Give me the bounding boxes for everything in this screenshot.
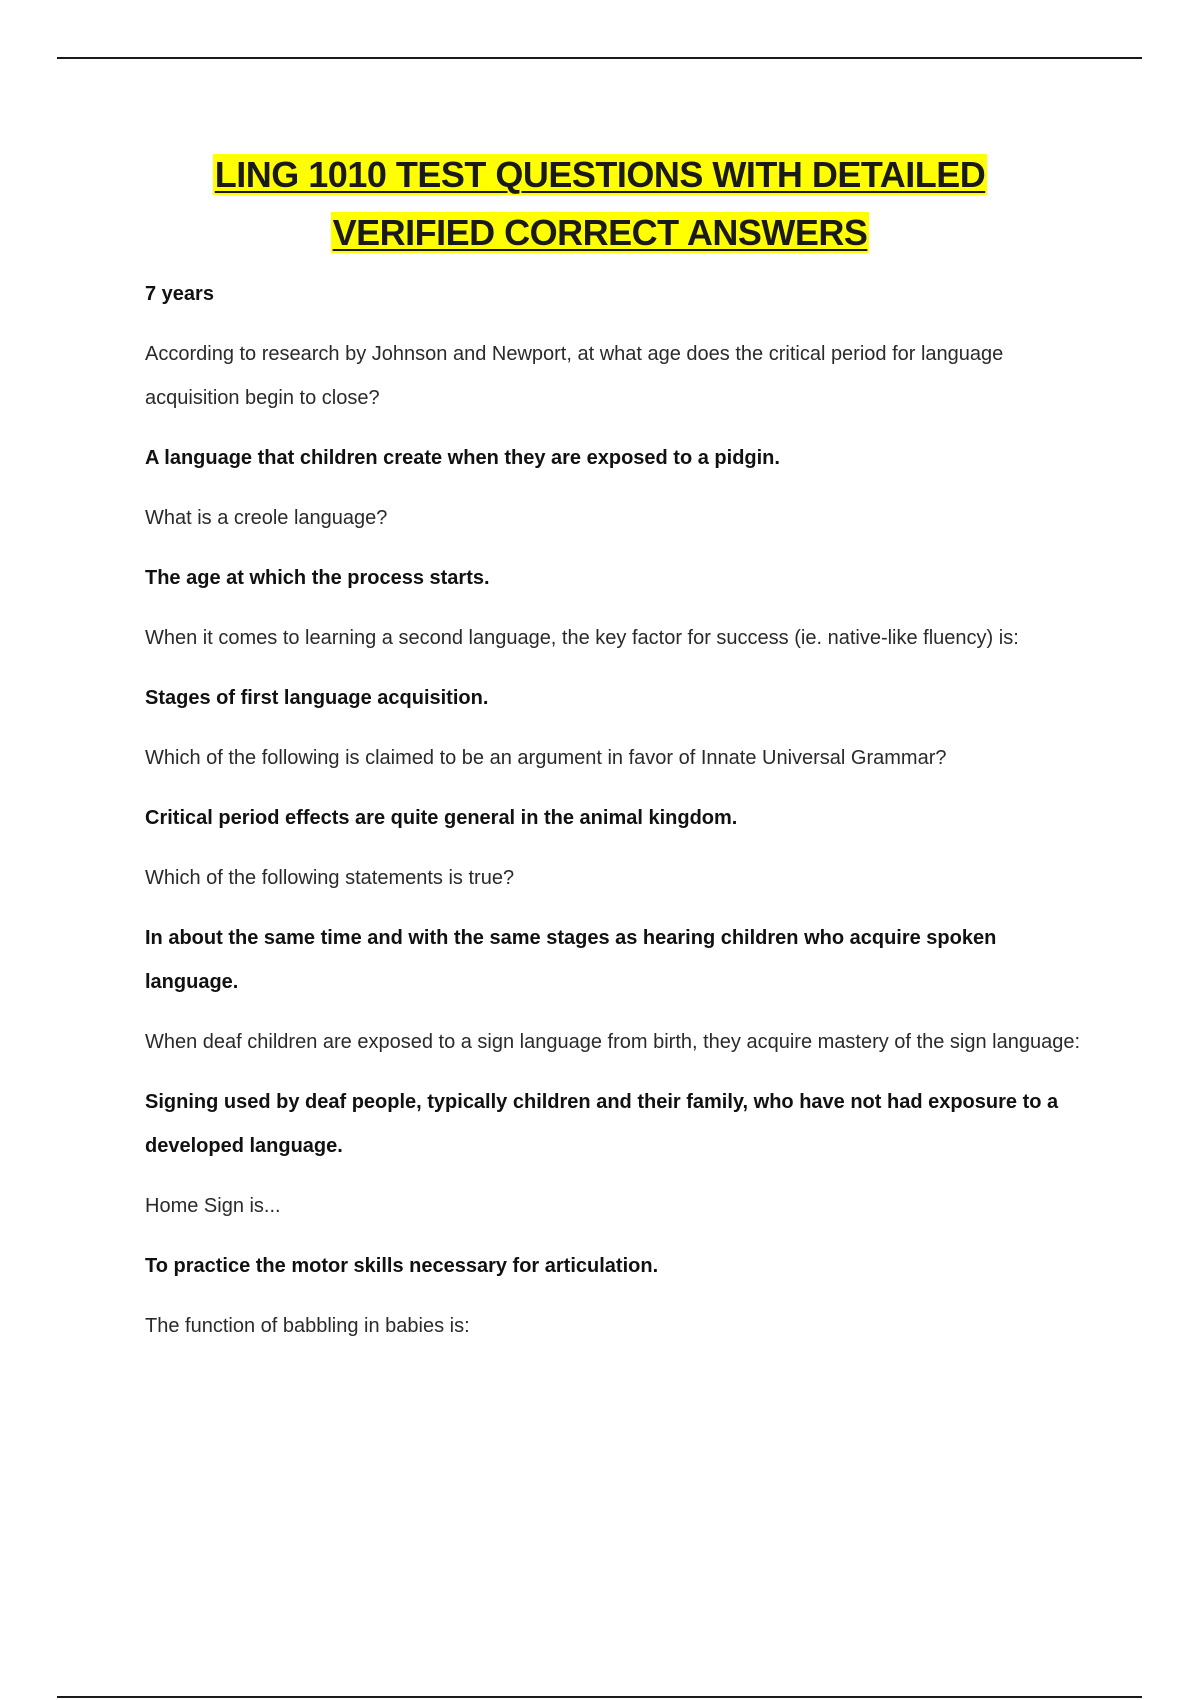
question-text: According to research by Johnson and Newport, at what age does the critical period for language acquisition begin to close? — [145, 343, 1004, 409]
question-text: The function of babbling in babies is: — [145, 1315, 470, 1337]
qa-list — [145, 272, 1090, 1364]
answer-text: Critical period effects are quite general in the animal kingdom. — [145, 807, 738, 829]
question-text: Which of the following is claimed to be an argument in favor of Innate Universal Grammar? — [145, 747, 947, 769]
top-divider — [57, 57, 1142, 59]
question-text: Which of the following statements is true? — [145, 867, 515, 889]
question-text: Home Sign is... — [145, 1195, 281, 1217]
answer-text: The age at which the process starts. — [145, 567, 490, 589]
title-line-1: LING 1010 TEST QUESTIONS WITH DETAILED — [214, 154, 986, 195]
answer-text: 7 years — [145, 283, 214, 305]
question-text: When it comes to learning a second language, the key factor for success (ie. native-like fluency) is: — [145, 627, 1019, 649]
answer-text: Signing used by deaf people, typically children and their family, who have not had exposure to a developed language. — [145, 1091, 1059, 1157]
answer-text: To practice the motor skills necessary for articulation. — [145, 1255, 659, 1277]
answer-text: A language that children create when they are exposed to a pidgin. — [145, 447, 780, 469]
question-text: What is a creole language? — [145, 507, 388, 529]
page-title — [0, 146, 1200, 262]
answer-text: Stages of first language acquisition. — [145, 687, 489, 709]
title-line-2: VERIFIED CORRECT ANSWERS — [332, 212, 868, 253]
question-text: When deaf children are exposed to a sign language from birth, they acquire mastery of the sign language: — [145, 1031, 1081, 1053]
bottom-divider — [57, 1696, 1142, 1698]
answer-text: In about the same time and with the same stages as hearing children who acquire spoken language. — [145, 927, 997, 993]
